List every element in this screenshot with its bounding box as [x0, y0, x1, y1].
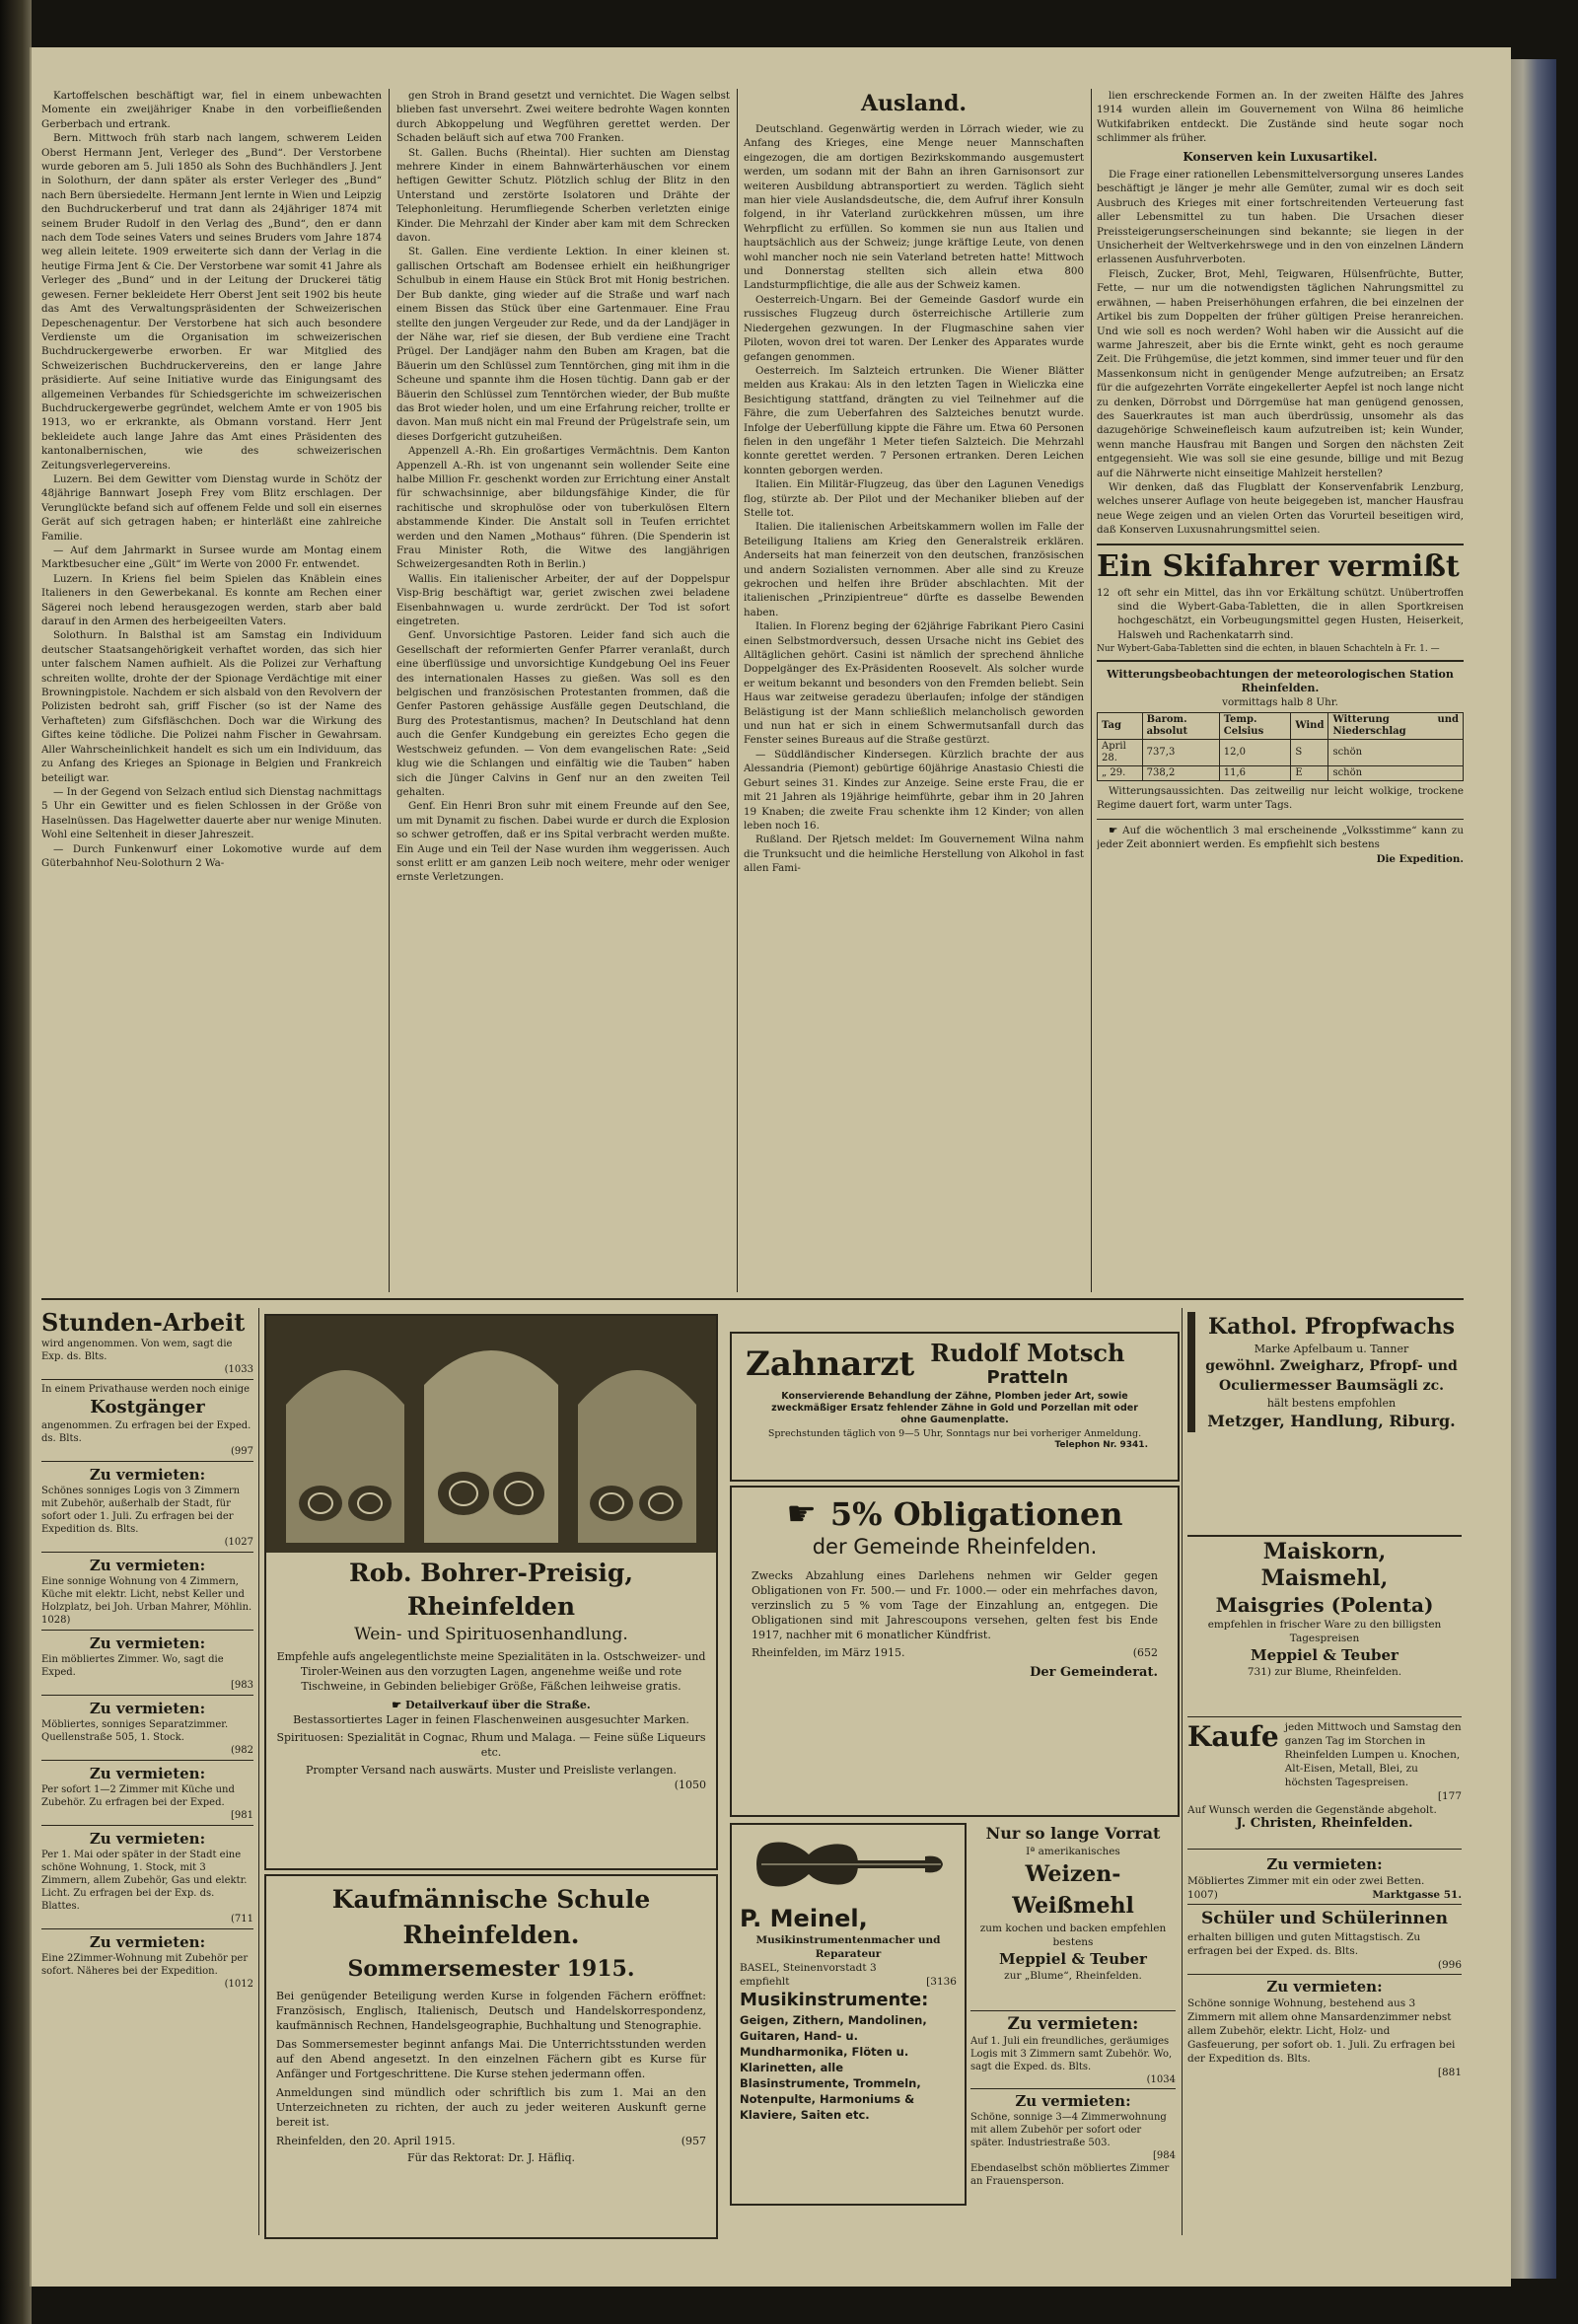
ad-school-title: Kaufmännische Schule Rheinfelden. [331, 1885, 651, 1949]
ad-maiskorn [1187, 1539, 1462, 1717]
ad-zahnarzt [730, 1332, 1180, 1482]
weather-forecast: Witterungsaussichten. Das zeitweilig nur leicht wolkige, trockene Regime dauert fort, warm unter Tags. [1097, 785, 1464, 812]
article-russland: Rußland. Der Rjetsch meldet: Im Gouvernement Wilna nahm die Trunksucht und die heimliche Herstellung von Alkohol in fast allen Fami- [744, 834, 1084, 875]
ad-text: Schönes sonniges Logis von 3 Zimmern mit Zubehör, außerhalb der Stadt, für sofort oder 1. Juli. Zu erfragen bei der Expedition ds. Blts. [41, 1486, 241, 1535]
notice-body: Auf die wöchentlich 3 mal erscheinende „Volksstimme“ kann zu jeder Zeit abonniert werden. Es empfiehlt sich bestens [1097, 824, 1464, 851]
ad-text: Eine 2Zimmer-Wohnung mit Zubehör per sofort. Näheres bei der Expedition. [41, 1953, 249, 1977]
ad-border-bar [1187, 1312, 1195, 1432]
ad-skifahrer-text: oft sehr ein Mittel, das ihn vor Erkältung schützt. Unübertroffen sind die Wybert-Gaba-Tabletten, die in allen Sportkreisen hochgeschätzt, ein Vorbeugungsmittel gegen Husten, Heiserkeit, Halsweh und Rachenkatarrh sind. [1117, 586, 1464, 641]
article-title-konserven: Konserven kein Luxusartikel. [1183, 149, 1378, 164]
ad-vermieten-6 [41, 1826, 253, 1929]
weather-cell: 738,2 [1142, 766, 1219, 781]
article-text: gen Stroh in Brand gesetzt und vernichtet. Die Wagen selbst blieben fast unversehrt. Zwei weitere bedrohte Wagen konnten durch Abkoppelung und Wegführen gerettet werden. Der Schaden beläuft sich auf etwa 700 Franken. [396, 90, 730, 145]
ad-title: Zu vermieten: [89, 1765, 206, 1782]
article-oesterreich-ungarn: Oesterreich-Ungarn. Bei der Gemeinde Gasdorf wurde ein russisches Flugzeug durch österreichische Artillerie zum Niedergehen gezwungen. In der Flugmaschine sahen vier Piloten, wovon drei tot waren. Der Lenker des Apparates wurde gefangen genommen. [744, 293, 1084, 363]
ad-text: Eine sonnige Wohnung von 4 Zimmern, Küche mit elektr. Licht, nebst Keller und Holzplatz, bei Joh. Urban Mahrer, Möhlin. [41, 1576, 252, 1613]
ad-text: erhalten billigen und guten Mittagstisch. Zu erfragen bei der Exped. ds. Blts. [1187, 1931, 1421, 1957]
notice-sign: Die Expedition. [1376, 852, 1464, 865]
section-rule [41, 1298, 1464, 1300]
article-italien-1: Italien. Ein Militär-Flugzeug, das über den Lagunen Venedigs flog, stürzte ab. Der Pilot und der Mechaniker blieben auf der Stelle tot. [744, 478, 1084, 519]
ad-bohrer-name: Rob. Bohrer-Preisig, Rheinfelden [348, 1559, 634, 1621]
article-lektion: St. Gallen. Eine verdiente Lektion. In einer kleinen st. gallischen Ortschaft am Bodensee erhielt ein heißhungriger Schulbub in einem Hause ein Stück Brot mit Honig bestrichen. Der Bub dankte, ging wieder auf die Straße und warf nach einem Bissen das Stück über eine Gartenmauer. Eine Frau stellte den jungen Vergeuder zur Rede, und da der Landjäger in der Nähe war, rief sie diesen, der Bub verdiene eine Tracht Prügel. Der Landjäger nahm den Buben am Kragen, bat die Bäuerin um den Schlüssel zum Tenntörchen, ging mit ihm in die Scheune und spannte ihm die Hosen tüchtig. Dann gab er der Bäuerin den Schlüssel zum Tenntörchen wieder, der Bub mußte das Brot wieder holen, und um eine Erfahrung reicher, trollte er davon. Man muß nicht ein mal Freund der Prügelstrafe sein, um dieses Dorfgericht gutzuheißen. [396, 246, 730, 443]
ad-mais-addr: zur Blume, Rheinfelden. [1274, 1666, 1402, 1678]
ad-oblig-title: 5% Obligationen [829, 1495, 1123, 1533]
ad-text: Schöne, sonnige 3—4 Zimmerwohnung mit allem Zubehör per sofort oder später. Industriestraße 503. [970, 2112, 1167, 2148]
ad-vermieten-7 [41, 1929, 253, 1994]
article-text: Kartoffelschen beschäftigt war, fiel in einem unbewachten Momente ein zweijähriger Knabe in den vorbeifließenden Gerberbach und ertrank. [41, 90, 382, 130]
ad-title: Zu vermieten: [1015, 2092, 1131, 2110]
ad-text: Möbliertes, sonniges Separatzimmer. Quellenstraße 505, 1. Stock. [41, 1719, 229, 1743]
ad-number: [983 [231, 1680, 253, 1691]
weather-cell: 737,3 [1142, 740, 1219, 766]
ad-title: Zu vermieten: [89, 1557, 206, 1574]
ad-mais-t1: Maiskorn, [1262, 1539, 1387, 1564]
ad-pfropfwachs [1187, 1312, 1462, 1537]
book-spine [0, 0, 32, 2324]
weather-header: Temp. Celsius [1219, 713, 1291, 740]
ad-number: [981 [231, 1810, 253, 1821]
ad-pfropf-title: Kathol. Pfropfwachs [1208, 1314, 1455, 1340]
ad-number: (1012 [224, 1979, 253, 1990]
ad-title: Zu vermieten: [89, 1933, 206, 1951]
pointing-hand-icon: ☛ [392, 1699, 405, 1711]
ad-school-date: Rheinfelden, den 20. April 1915. [276, 2135, 456, 2147]
weather-cell: „ 29. [1098, 766, 1143, 781]
article-genf-1: Genf. Unvorsichtige Pastoren. Leider fand sich auch die Gesellschaft der reformierten Genfer Pfarrer veranlaßt, durch eine überflüssige und unvorsichtige Kundgebung Oel ins Feuer des internationalen Hasses zu gießen. Was soll es den belgischen und französischen Protestanten frommen, daß die Genfer Pastoren gehässige Ausfälle gegen Deutschland, die Burg des Protestantismus, machen? In Deutschland hat denn auch die Genfer Kundgebung ein gereiztes Echo gegen die Westschweiz gefunden. — Von dem evangelischen Rate: „Seid klug wie die Schlangen und einfältig wie die Tauben“ haben sich die Jünger Calvins in Genf nur an den zweiten Teil gehalten. [396, 629, 730, 798]
ad-meinel [730, 1823, 967, 2206]
ad-stundenarbeit [41, 1308, 253, 1380]
article-kindersegen: — Süddländischer Kindersegen. Kürzlich brachte der aus Alessandria (Piemont) gebürtige 60jährige Anastasio Chiesti die Geburt seines 31. Kindes zur Anzeige. Seine erste Frau, die er mit 21 Jahren als 19jährige heimführte, gebar ihm in 20 Jahren 19 Knaben; die zweite Frau schenkte ihm 12 Kinder; von allen leben noch 16. [744, 748, 1084, 832]
article-wallis: Wallis. Ein italienischer Arbeiter, der auf der Doppelspur Visp-Brig beschäftigt war, geriet zwischen zwei beladene Eisenbahnwagen u. wurde zerdrückt. Der Tod ist sofort eingetreten. [396, 572, 730, 628]
weather-header: Barom. absolut [1142, 713, 1219, 740]
ad-text: Schöne sonnige Wohnung, bestehend aus 3 Zimmern mit allem ohne Mansardenzimmer nebst allem Zubehör, elektr. Licht, Holz- und Gasfeuerung, per sofort ob. 1. Juli. Zu erfragen bei der Expedition ds. Blts. [1187, 1997, 1456, 2065]
ad-text: Ein möbliertes Zimmer. Wo, sagt die Exped. [41, 1654, 224, 1678]
ad-number: (997 [231, 1446, 253, 1457]
ad-mais-t2: Maismehl, [1260, 1565, 1389, 1591]
weather-header: Tag [1098, 713, 1143, 740]
ad-vermieten-mid-1 [970, 2010, 1176, 2088]
ad-mais-t3: Maisgries (Polenta) [1215, 1593, 1434, 1617]
ad-number: (1050 [674, 1779, 706, 1791]
ad-title: Zu vermieten: [89, 1700, 206, 1717]
ad-title: Zu vermieten: [1007, 2014, 1139, 2034]
section-title-ausland: Ausland. [860, 91, 968, 116]
ad-schueler [1187, 1905, 1462, 1975]
news-column-3 [744, 89, 1084, 1292]
article-oesterreich: Oesterreich. Im Salzteich ertrunken. Die Wiener Blätter melden aus Krakau: Als in den letzten Tagen in Wieliczka eine Besichtigung stattfand, drängten zu viel Teilnehmer auf die Fähre, die zum Ueberfahren des Salzteiches benutzt wurde. Infolge der Ueberfüllung kippte die Fähre um. Etwa 60 Personen fielen in den ungefähr 1 Meter tiefen Salzteich. Die Mehrzahl konnte gerettet werden. 7 Personen ertranken. Deren Leichen konnten geborgen werden. [744, 364, 1084, 476]
ad-title: Zu vermieten: [89, 1830, 206, 1848]
ad-number: 731) [1247, 1666, 1271, 1678]
table-row [1098, 740, 1464, 766]
notice-text [1097, 824, 1464, 852]
wine-cellar-illustration [266, 1316, 716, 1553]
weather-cell: April 28. [1098, 740, 1143, 766]
weather-header: Witterung und Niederschlag [1328, 713, 1464, 740]
ad-title: Zu vermieten: [89, 1634, 206, 1652]
ad-zahnarzt-name: Rudolf Motsch [930, 1339, 1125, 1367]
ad-pfropf-text: gewöhnl. Zweigharz, Pfropf- und Oculiermesser Baumsägli zc. [1205, 1358, 1458, 1394]
weather-cell: 12,0 [1219, 740, 1291, 766]
pointing-hand-icon: ☛ [786, 1494, 817, 1534]
ad-weizen-pre: Nur so lange Vorrat [985, 1824, 1161, 1843]
article-luzern-1: Luzern. Bei dem Gewitter vom Dienstag wurde in Schötz der 48jährige Bannwart Joseph Frey vom Blitz erschlagen. Der Verunglückte befand sich auf offenem Felde und soll ein eisernes Gerät auf sich getragen haben; er hinterläßt eine zahlreiche Familie. [41, 472, 382, 543]
ad-number: (957 [681, 2135, 706, 2147]
article-konserven-2: Fleisch, Zucker, Brot, Mehl, Teigwaren, Hülsenfrüchte, Butter, Fette, — nur um die notwendigsten täglichen Nahrungsmittel zu erwähnen, — haben Preiserhöhungen erfahren, die bei einzelnen der Artikel bis zum Doppelten der früher gültigen Preise heranreichen. Und wie soll es noch werden? Wohl haben wir die Aussicht auf die warme Jahreszeit, aber bis die Ernte winkt, geht es noch geraume Zeit. Die Frühgemüse, die jetzt kommen, sind immer teuer und für den Massenkonsum nicht in genügender Menge aufzutreiben; an Ersatz für die aufgezehrten Vorräte eingekellerter Aepfel ist noch lange nicht zu denken, Dörrobst und Dörrgemüse hat man genügend genossen, des Sauerkrautes ist man auch überdrüssig, unsomehr als das dazugehörige Schweinefleisch kaum aufzutreiben ist; kein Wunder, wenn manche Hausfrau mit Bangen und Sorgen den nächsten Zeit entgegensieht. Wie was soll sie eine gesunde, billige und mit Bezug auf die Nährwerte nicht einseitige Mahlzeit herstellen? [1097, 267, 1464, 479]
weather-cell: schön [1328, 740, 1464, 766]
ad-kaufe-name: J. Christen, Rheinfelden. [1236, 1816, 1413, 1831]
weather-cell: S [1291, 740, 1328, 766]
weather-cell: E [1291, 766, 1328, 781]
ad-text: wird angenommen. Von wem, sagt die Exp. ds. Blts. [41, 1339, 233, 1362]
ad-meinel-sub: Musikinstrumentenmacher und Reparateur [755, 1934, 941, 1960]
news-column-2 [396, 89, 730, 1292]
ad-text-extra: Ebendaselbst schön möbliertes Zimmer an Frauensperson. [970, 2163, 1170, 2187]
ad-title: Schüler und Schülerinnen [1201, 1909, 1448, 1928]
ads-right-column [1187, 1852, 1462, 2235]
ad-number: (1033 [224, 1364, 253, 1375]
ad-text: angenommen. Zu erfragen bei der Exped. ds. Blts. [41, 1420, 251, 1444]
ad-number: (652 [1132, 1646, 1158, 1659]
ads-mid-column [970, 2010, 1176, 2235]
ad-title: Zu vermieten: [1266, 1855, 1383, 1873]
ad-title: Stunden-Arbeit [41, 1308, 246, 1337]
ad-number: (1027 [224, 1537, 253, 1548]
ad-zahnarzt-text: Konservierende Behandlung der Zähne, Plomben jeder Art, sowie zweckmäßiger Ersatz fehlender Zähne in Gold und Porzellan mit oder ohne Gaumenplatte. [771, 1391, 1138, 1425]
article-italien-3: Italien. In Florenz beging der 62jährige Fabrikant Piero Casini einen Selbstmordversuch, dessen Ursache nicht ins Gebiet des Alltäglichen gehört. Casini ist nämlich der sprechend ähnliche Doppelgänger des Ex-Präsidenten Roosevelt. Als solcher wurde er weitum bekannt und besonders von den Fremden beliebt. Sein Haus war zeitweise geradezu überlaufen; infolge der ständigen Belästigung ist der Mann schließlich melancholisch geworden und nun hat er sich in einem Schwermutsanfall durch das Fenster seines Bureaus auf die Straße gestürzt. [744, 620, 1084, 747]
ad-meinel-addr2: empfiehlt [740, 1976, 790, 1988]
article-sursee: — Auf dem Jahrmarkt in Sursee wurde am Montag einem Marktbesucher eine „Gült“ im Werte von 2000 Fr. entwendet. [41, 545, 382, 571]
ad-school-sign: Für das Rektorat: Dr. J. Häfliq. [406, 2151, 576, 2164]
ad-weizen-name: Meppiel & Teuber [999, 1950, 1147, 1968]
ad-oblig-sub: der Gemeinde Rheinfelden. [812, 1535, 1098, 1559]
newspaper-page [30, 47, 1511, 2287]
ad-school-text-3: Anmeldungen sind mündlich oder schriftlich bis zum 1. Mai an den Unterzeichneten zu richten, der auch zu jeder weiteren Auskunft gerne bereit ist. [276, 2086, 706, 2129]
ad-bohrer-detail [276, 1698, 706, 1712]
ad-pfropf-text2: hält bestens empfohlen [1266, 1397, 1397, 1410]
column-rule [389, 89, 390, 1292]
violin-icon [732, 1825, 965, 1904]
ad-school-text-1: Bei genügender Beteiligung werden Kurse in folgenden Fächern eröffnet: Französisch, Englisch, Italienisch, Deutsch und Handelskorrespondenz, kaufmännisch Rechnen, Handelsgeographie, Buchhaltung und Stenographie. [276, 1990, 706, 2032]
weather-cell: 11,6 [1219, 766, 1291, 781]
ad-meinel-addr: BASEL, Steinenvorstadt 3 [740, 1962, 877, 1974]
ad-school-text-2: Das Sommersemester beginnt anfangs Mai. Die Unterrichtsstunden werden auf den Abend angesetzt. In den einzelnen Fächern gibt es Kurse für Anfänger und Fortgeschrittene. Die Kurse stehen jedermann offen. [276, 2038, 706, 2080]
article-neu-solothurn: — Durch Funkenwurf einer Lokomotive wurde auf dem Güterbahnhof Neu-Solothurn 2 Wa- [41, 842, 382, 869]
ad-school [264, 1874, 718, 2239]
ad-number: [3136 [926, 1976, 957, 1988]
ad-number: [984 [1153, 2150, 1176, 2161]
weather-cell: schön [1328, 766, 1464, 781]
ad-kaufe [1187, 1720, 1462, 1850]
ad-bohrer [264, 1314, 718, 1870]
ad-text: Per sofort 1—2 Zimmer mit Küche und Zubehör. Zu erfragen bei der Exped. [41, 1784, 235, 1808]
ad-kaufe-text: jeden Mittwoch und Samstag den ganzen Tag im Storchen in Rheinfelden Lumpen u. Knochen, Alt-Eisen, Metall, Blei, zu höchsten Tagespreisen. [1284, 1721, 1462, 1788]
ad-mais-text: empfehlen in frischer Ware zu den billigsten Tagespreisen [1207, 1619, 1442, 1644]
ad-bohrer-stock: Bestassortiertes Lager in feinen Flaschenweinen ausgesuchter Marken. [293, 1713, 689, 1726]
ad-oblig-text: Zwecks Abzahlung eines Darlehens nehmen wir Gelder gegen Obligationen von Fr. 500.— und Fr. 1000.— oder ein mehrfaches davon, verzinslich zu 5 % vom Tage der Einzahlung an, entgegen. Die Obligationen sind mit Jahrescoupons versehen, gelten fest bis Ende 1917, nachher mit 6 monatlicher Kündfrist. [752, 1569, 1158, 1641]
ad-school-sub: Sommersemester 1915. [347, 1956, 635, 1982]
column-rule [1182, 1308, 1183, 2235]
ad-number: (1034 [1146, 2074, 1176, 2085]
news-column-4 [1097, 89, 1464, 1292]
column-rule [737, 89, 738, 1292]
ad-text: Möbliertes Zimmer mit ein oder zwei Betten. [1187, 1875, 1425, 1887]
column-rule [1091, 89, 1092, 1292]
ad-title: Zu vermieten: [1266, 1978, 1383, 1996]
ad-kaufe-text2: Auf Wunsch werden die Gegenstände abgeholt. [1187, 1804, 1437, 1816]
ad-bohrer-detail-text: Detailverkauf über die Straße. [404, 1699, 591, 1711]
article-konserven-3: Wir denken, daß das Flugblatt der Konservenfabrik Lenzburg, welches unserer Auflage von heute beigegeben ist, mancher Hausfrau neue Wege zeigen und an vielen Orten das Vorurteil beseitigen wird, daß Konserven Luxusnahrungsmittel seien. [1097, 480, 1464, 537]
ad-vermieten-right-2 [1187, 1975, 1462, 2081]
ad-vermieten-4 [41, 1696, 253, 1761]
article-konserven-1: Die Frage einer rationellen Lebensmittelversorgung unseres Landes beschäftigt je länger je mehr alle Gemüter, zumal wir es doch seit Ausbruch des Krieges mit einer fortschreitenden Verteuerung fast aller Lebensmittel zu tun haben. Die Ursachen dieser Preissteigerungserscheinungen sind bekannte; sie liegen in der Unsicherheit der Weltverkehrswege und in den von einzelnen Ländern erlassenen Ausfuhrverboten. [1097, 169, 1464, 266]
ad-kaufe-title: Kaufe [1187, 1720, 1279, 1753]
ad-address: Marktgasse 51. [1372, 1889, 1462, 1901]
ad-weizen-text: zum kochen und backen empfehlen bestens [979, 1923, 1167, 1948]
weather-title: Witterungsbeobachtungen der meteorologischen Station Rheinfelden. [1107, 667, 1454, 694]
ad-title: Zu vermieten: [89, 1466, 206, 1484]
ad-weizen-title: Weizen-Weißmehl [1012, 1861, 1134, 1919]
ad-bohrer-text: Empfehle aufs angelegentlichste meine Spezialitäten in la. Ostschweizer- und Tiroler-Weinen aus den vorzugten Lagen, angenehme weiße und rote Tischweine, in Gebinden beliebiger Größe, Fäßchen leihweise gratis. [276, 1650, 706, 1693]
ad-meinel-title: Musikinstrumente: [740, 1990, 929, 2010]
ad-text: Per 1. Mai oder später in der Stadt eine schöne Wohnung, 1. Stock, mit 3 Zimmern, allem Zubehör, Gas und elektr. Licht. Zu erfragen bei der Exp. ds. Blattes. [41, 1850, 248, 1912]
article-solothurn: Solothurn. In Balsthal ist am Samstag ein Individuum deutscher Staatsangehörigkeit verhaftet worden, das sich hier unter falschem Namen aufhielt. Als die Polizei zur Verhaftung schreiten wollte, drohte der der Spionage Verdächtige mit einer Browningpistole. Nachdem er sich alsbald von den Revolvern der Polizisten bedroht sah, griff Fischer (so ist der Name des Verhafteten) zum Gifsfläschchen. Doch war die Wirkung des Giftes keine tödliche. Die Polizei nahm Fischer in Gewahrsam. Aller Wahrscheinlichkeit handelt es sich um ein Individuum, das zu Anfang des Krieges an Spionage in Belgien und Frankreich beteiligt war. [41, 629, 382, 784]
ad-kostgaenger [41, 1380, 253, 1462]
ad-title: Kostgänger [90, 1397, 205, 1417]
ad-number: (996 [1437, 1959, 1462, 1971]
ad-number: (982 [231, 1745, 253, 1756]
article-text: lien erschreckende Formen an. In der zweiten Hälfte des Jahres 1914 wurden allein im Gouvernement von Wilna 86 heimliche Wutkifabriken entdeckt. Die Zustände sind heute sogar noch schlimmer als früher. [1097, 90, 1464, 145]
ad-zahnarzt-hours: Sprechstunden täglich von 9—5 Uhr, Sonntags nur bei vorheriger Anmeldung. [767, 1428, 1142, 1439]
ad-vermieten-3 [41, 1631, 253, 1696]
ad-bohrer-end: Prompter Versand nach auswärts. Muster und Preisliste verlangen. [305, 1764, 678, 1777]
article-jent: Bern. Mittwoch früh starb nach langem, schwerem Leiden Oberst Hermann Jent, Verleger des „Bund“. Der Verstorbene wurde geboren am 5. Juli 1850 als Sohn des Buchhändlers J. Jent in Solothurn, der dann später als erster Verleger des „Bund“ nach Bern übersiedelte. Hermann Jent lernte in Wien und Leipzig den Buchdruckerberuf und trat dann als 24jähriger 1874 mit seinem Bruder Rudolf in den Verlag des „Bund“, den er dann nach dem Tode seines Vaters und seines Bruders vom Jahre 1874 weg allein leitete. 1909 erweiterte sich dann der Verlag in die heutige Firma Jent & Cie. Der Verstorbene war somit 41 Jahre als Verleger des „Bund“ und in der Leitung der Druckerei tätig gewesen. Ferner bekleidete Herr Oberst Jent seit 1902 bis heute das Amt des Verwaltungspräsidenten der Schweizerischen Depeschenagentur. Der Verstorbene hat sich auch besondere Verdienste um die Organisation im schweizerischen Buchdruckergewerbe erworben. Er war Mitglied des Schweizerischen Buchdruckervereins, den er lange Jahre präsidierte. Auf seine Initiative wurde das Einigungsamt des allgemeinen Verbandes für Schiedsgerichte im schweizerischen Buchdruckergewerbe gegründet, welchem Amte er von 1905 bis 1913, wo er erkrankte, als Obmann vorstand. Herr Jent bekleidete auch lange Jahre das Amt eines Präsidenten des kantonalbernischen, wie des schweizerischen Zeitungsverlegervereins. [41, 132, 382, 472]
ad-obligationen [730, 1486, 1180, 1817]
news-column-1 [41, 89, 382, 1292]
ad-oblig-date: Rheinfelden, im März 1915. [752, 1646, 905, 1659]
weather-table [1097, 712, 1464, 781]
ad-vermieten-1 [41, 1462, 253, 1553]
ad-weizen [970, 1823, 1176, 2006]
table-row [1098, 766, 1464, 781]
subscription-notice [1097, 819, 1464, 866]
article-genf-2: Genf. Ein Henri Bron suhr mit einem Freunde auf den See, um mit Dynamit zu fischen. Dabei wurde er durch die Explosion so schwer getroffen, daß er ins Spital verbracht werden mußte. Ein Auge und ein Teil der Nase wurden ihm weggerissen. Auch sonst erlitt er am ganzen Leib noch weitere, mehr oder weniger ernste Verletzungen. [396, 800, 730, 884]
ads-left-column [41, 1308, 253, 2235]
ad-pfropf-sub: Marke Apfelbaum u. Tanner [1254, 1343, 1409, 1355]
ad-oblig-sign: Der Gemeinderat. [1030, 1665, 1158, 1680]
ad-vermieten-mid-2 [970, 2088, 1176, 2190]
ad-meinel-items: Geigen, Zithern, Mandolinen, Guitaren, Hand- u. Mundharmonika, Flöten u. Klarinetten, alle Blasinstrumente, Trommeln, Notenpulte, Harmoniums & Klaviere, Saiten etc. [740, 2013, 927, 2122]
article-luzern-2: Luzern. In Kriens fiel beim Spielen das Knäblein eines Italieners in den Gewerbekanal. Es konnte am Rechen einer Sägerei noch lebend herausgezogen werden, starb aber bald darauf in den Armen des herbeigeeilten Vaters. [41, 572, 382, 628]
ad-skifahrer [1097, 544, 1464, 662]
ad-zahnarzt-title: Zahnarzt [746, 1344, 915, 1384]
ad-bohrer-spirits: Spirituosen: Spezialität in Cognac, Rhum und Malaga. — Feine süße Liqueurs etc. [276, 1731, 706, 1759]
ad-pfropf-name: Metzger, Handlung, Riburg. [1207, 1412, 1456, 1430]
ad-number: (711 [231, 1914, 253, 1925]
article-selzach: — In der Gegend von Selzach entlud sich Dienstag nachmittags 5 Uhr ein Gewitter und es fielen Schlossen in der Größe von Haselnüssen. Das Hagelwetter dauerte aber nur wenige Minuten. Wohl eine Seltenheit in dieser Jahreszeit. [41, 785, 382, 841]
ad-skifahrer-title: Ein Skifahrer vermißt [1097, 548, 1460, 584]
ad-number: 1028) [41, 1615, 71, 1626]
pointing-hand-icon: ☛ [1109, 824, 1123, 836]
ad-number: [881 [1437, 2067, 1462, 2078]
ad-text: Auf 1. Juli ein freundliches, geräumiges Logis mit 3 Zimmern samt Zubehör. Wo, sagt die Exped. ds. Blts. [970, 2036, 1173, 2072]
ad-zahnarzt-tel: Telephon Nr. 9341. [1054, 1440, 1148, 1450]
ad-skifahrer-number: 12 [1097, 586, 1111, 599]
ad-bohrer-sub: Wein- und Spirituosenhandlung. [354, 1625, 628, 1644]
article-deutschland: Deutschland. Gegenwärtig werden in Lörrach wieder, wie zu Anfang des Krieges, eine Menge neuer Mannschaften eingezogen, die am dortigen Bezirkskommando ausgemustert werden, um sodann mit der Bahn an ihren Garnisonsort zur weiteren Ausbildung abtransportiert zu werden. Täglich sieht man hier viele Auslandsdeutsche, die, dem Aufruf ihrer Konsuln folgend, in ihr Vaterland zurückkehren müssen, um ihre Wehrpflicht zu erfüllen. So kommen sie nun aus Italien und hauptsächlich aus der Schweiz; junge kräftige Leute, von denen wohl mancher noch nie sein Vaterland betreten hatte! Mittwoch und Donnerstag stellten sich allein etwa 800 Landsturmpflichtige, die alle aus der Schweiz kamen. [744, 123, 1084, 292]
ad-zahnarzt-place: Pratteln [986, 1367, 1069, 1388]
ad-number: 1007) [1187, 1889, 1218, 1901]
ad-weizen-sub: Iª amerikanisches [1026, 1846, 1120, 1857]
article-appenzell: Appenzell A.-Rh. Ein großartiges Vermächtnis. Dem Kanton Appenzell A.-Rh. ist von ungenannt sein wollender Seite eine halbe Million Fr. geschenkt worden zur Errichtung einer Anstalt für schwachsinnige, aber bildungsfähige Kinder, die für rachitische und skrophulöse oder von tuberkulösen Eltern abstammende Kinder. Die Anstalt soll in Teufen errichtet werden und den Namen „Mothaus“ führen. (Die Spenderin ist Frau Minister Roth, die Witwe des langjährigen Schweizergesandten Roth in Berlin.) [396, 445, 730, 571]
weather-header: Wind [1291, 713, 1328, 740]
ad-number: [177 [1437, 1790, 1462, 1802]
weather-subtitle: vormittags halb 8 Uhr. [1222, 695, 1338, 708]
ad-weizen-addr: zur „Blume“, Rheinfelden. [1004, 1970, 1142, 1982]
ad-pretext: In einem Privathause werden noch einige [41, 1384, 251, 1395]
article-buchs: St. Gallen. Buchs (Rheintal). Hier suchten am Dienstag mehrere Kinder in einem Bahnwärterhäuschen vor einem heftigen Gewitter Schutz. Plötzlich schlug der Blitz in den Unterstand und zerstörte Isolatoren und Drähte der Telephonleitung. Herumfliegende Scherben verletzten einige Kinder. Die Mehrzahl der Kinder aber kam mit dem Schrecken davon. [396, 146, 730, 245]
ad-mais-name: Meppiel & Teuber [1251, 1646, 1399, 1664]
column-rule [258, 1308, 259, 2235]
ad-meinel-name: P. Meinel, [740, 1905, 868, 1932]
ad-skifahrer-note: Nur Wybert-Gaba-Tabletten sind die echten, in blauen Schachteln à Fr. 1. — [1097, 644, 1440, 655]
ad-vermieten-5 [41, 1761, 253, 1826]
ad-vermieten-2 [41, 1553, 253, 1631]
article-italien-2: Italien. Die italienischen Arbeitskammern wollen im Falle der Beteiligung Italiens am Krieg den Generalstreik erklären. Anderseits hat man feinerzeit von den deutschen, französischen und andern Sozialisten vernommen. Aber alle sind zu Kreuze gekrochen und helfen ihre Brüder abschlachten. Mit der italienischen „Prinzipientreue“ dürfte es dasselbe Bewenden haben. [744, 521, 1084, 618]
binding-board [1509, 59, 1556, 2279]
ad-vermieten-right-1 [1187, 1852, 1462, 1905]
